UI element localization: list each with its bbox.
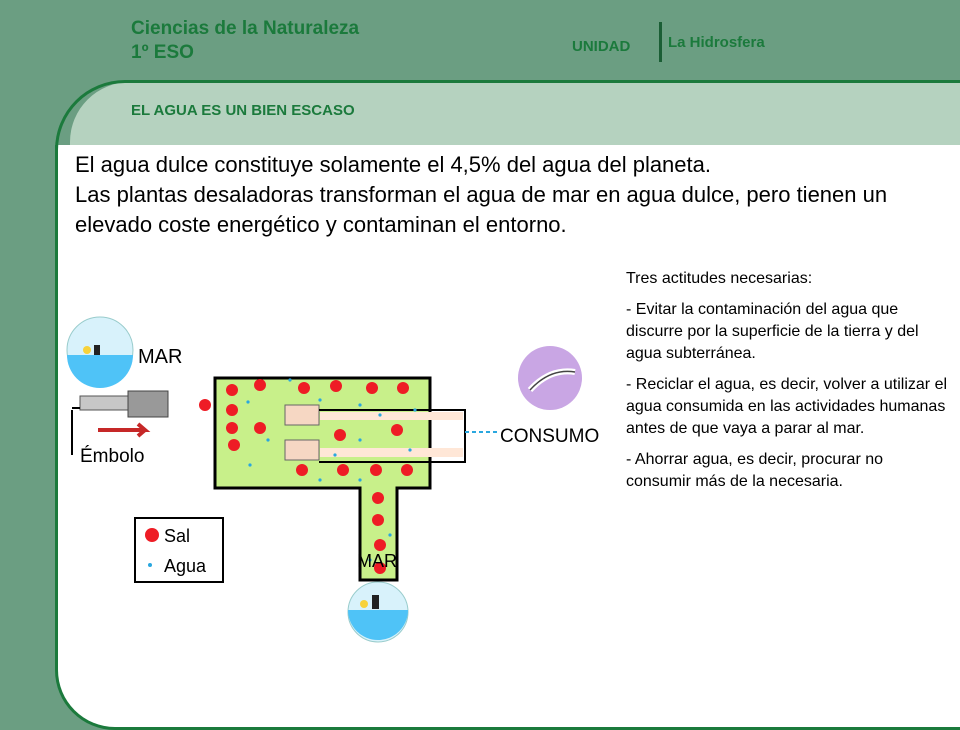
faucet-icon	[518, 346, 582, 410]
legend-water-label: Agua	[164, 556, 207, 576]
attitudes-title: Tres actitudes necesarias:	[626, 270, 813, 287]
desalination-tank	[215, 378, 430, 580]
membrane-bottom	[285, 440, 319, 460]
lead-line-1: El agua dulce constituye solamente el 4,5% del agua del planeta.	[75, 152, 711, 177]
sea-intake-label: MAR	[138, 346, 183, 368]
attitude-item: - Reciclar el agua, es decir, volver a utilizar el agua consumida en las actividades humanas antes de que vaya a parar al mar.	[626, 376, 948, 437]
membrane-top	[285, 405, 319, 425]
section-title: EL AGUA ES UN BIEN ESCASO	[131, 102, 355, 119]
lead-line-2: Las plantas desaladoras transforman el agua de mar en agua dulce, pero tienen un elevado coste energético y contaminan el entorno.	[75, 182, 888, 237]
card-frame	[55, 80, 960, 160]
attitudes-panel	[626, 268, 951, 502]
sea-outlet-label: MAR	[357, 551, 397, 571]
piston-rod	[80, 396, 130, 410]
legend-box	[135, 518, 223, 582]
unit-divider	[659, 22, 662, 62]
lead-text	[75, 150, 945, 240]
piston-label: Émbolo	[80, 446, 145, 467]
legend-salt-label: Sal	[164, 526, 191, 546]
sea-intake-icon	[67, 317, 133, 388]
legend-water-swatch	[148, 563, 152, 567]
legend-salt-swatch	[145, 528, 159, 542]
subject-title: Ciencias de la Naturaleza	[131, 18, 360, 39]
course-level: 1º ESO	[131, 42, 194, 63]
attitude-item: - Ahorrar agua, es decir, procurar no consumir más de la necesaria.	[626, 451, 884, 490]
unit-name: La Hidrosfera	[668, 34, 765, 51]
consumption-label: CONSUMO	[500, 426, 600, 447]
piston-head	[128, 391, 168, 417]
unit-label: UNIDAD	[572, 38, 631, 55]
attitude-item: - Evitar la contaminación del agua que discurre por la superficie de la tierra y del agua subterránea.	[626, 301, 919, 362]
desalination-diagram	[60, 310, 620, 650]
sea-outlet-icon	[348, 582, 408, 642]
piston-arrow	[98, 424, 145, 436]
